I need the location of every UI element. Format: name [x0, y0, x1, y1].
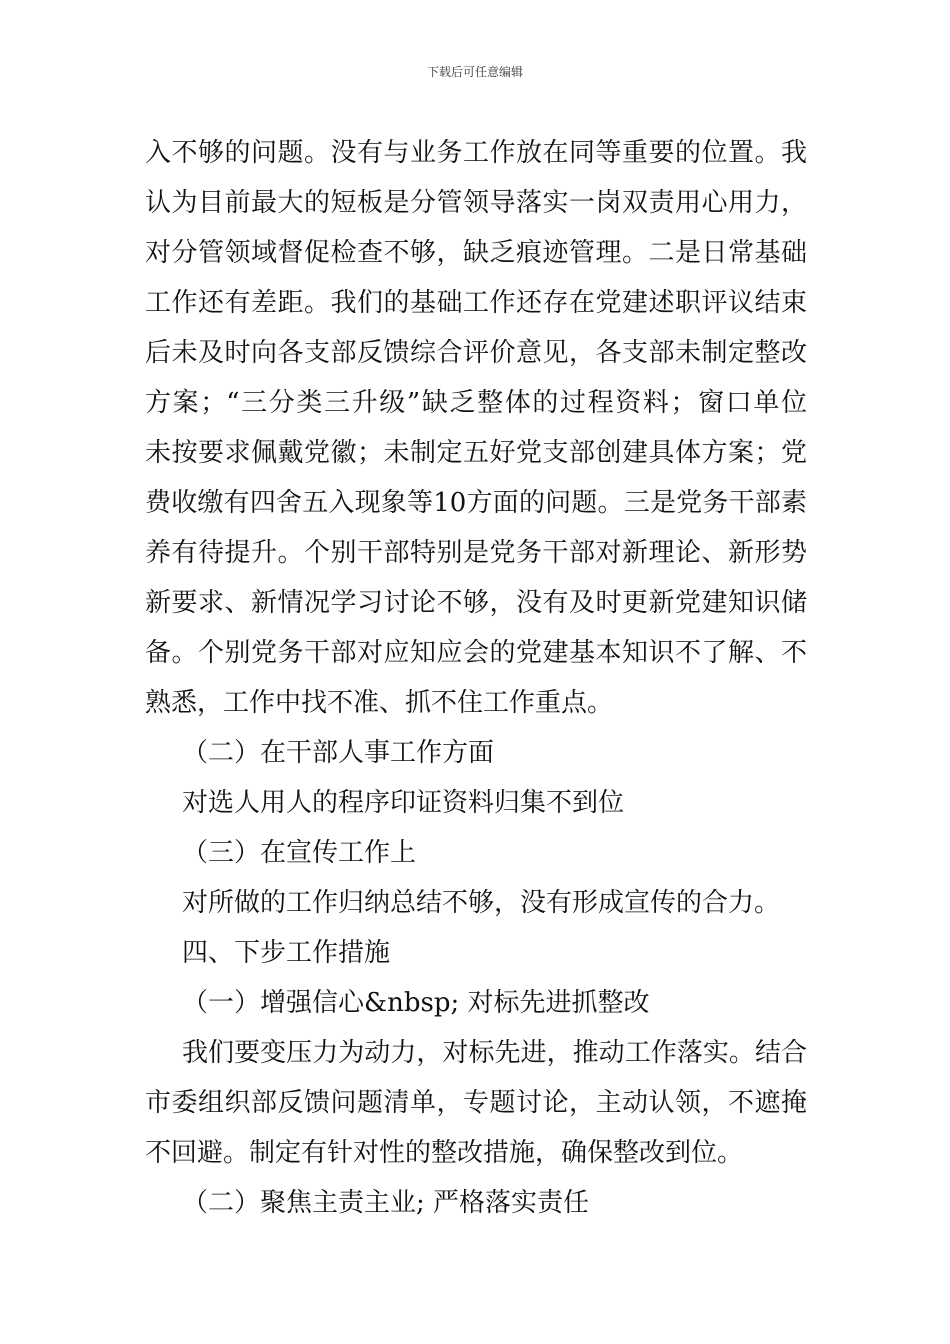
paragraph-line: 工作还有差距。我们的基础工作还存在党建述职评议结束: [145, 288, 807, 318]
paragraph-line: 后未及时向各支部反馈综合评价意见，各支部未制定整改: [145, 338, 807, 368]
paragraph-line: 方案；“三分类三升级”缺乏整体的过程资料；窗口单位: [145, 388, 807, 418]
section-heading: （一）增强信心&nbsp; 对标先进抓整改: [182, 988, 650, 1018]
paragraph-line: 对分管领域督促检查不够，缺乏痕迹管理。二是日常基础: [145, 238, 807, 268]
paragraph-line: 熟悉，工作中找不准、抓不住工作重点。: [145, 688, 614, 718]
paragraph-line: 不回避。制定有针对性的整改措施，确保整改到位。: [145, 1138, 744, 1168]
paragraph-line: 养有待提升。个别干部特别是党务干部对新理论、新形势: [145, 538, 807, 568]
section-heading: （三）在宣传工作上: [182, 838, 417, 868]
page-header-note: 下载后可任意编辑: [426, 65, 523, 79]
document-body: [145, 128, 807, 1228]
paragraph-line: 市委组织部反馈问题清单，专题讨论，主动认领，不遮掩: [145, 1088, 807, 1118]
section-heading: 四、下步工作措施: [182, 938, 391, 968]
paragraph-line: 入不够的问题。没有与业务工作放在同等重要的位置。我: [145, 138, 807, 168]
paragraph-line: 认为目前最大的短板是分管领导落实一岗双责用心用力，: [145, 188, 807, 218]
section-heading: （二）在干部人事工作方面: [182, 738, 495, 768]
paragraph-line: 我们要变压力为动力，对标先进，推动工作落实。结合: [182, 1038, 807, 1068]
paragraph-line: 新要求、新情况学习讨论不够，没有及时更新党建知识储: [145, 588, 807, 618]
paragraph-line: 费收缴有四舍五入现象等10方面的问题。三是党务干部素: [145, 488, 807, 518]
section-heading: （二）聚焦主责主业; 严格落实责任: [182, 1188, 590, 1218]
paragraph-line: 备。个别党务干部对应知应会的党建基本知识不了解、不: [145, 638, 807, 668]
paragraph-line: 未按要求佩戴党徽；未制定五好党支部创建具体方案；党: [145, 438, 807, 468]
paragraph-line: 对所做的工作归纳总结不够，没有形成宣传的合力。: [182, 888, 781, 918]
paragraph-line: 对选人用人的程序印证资料归集不到位: [182, 788, 625, 818]
